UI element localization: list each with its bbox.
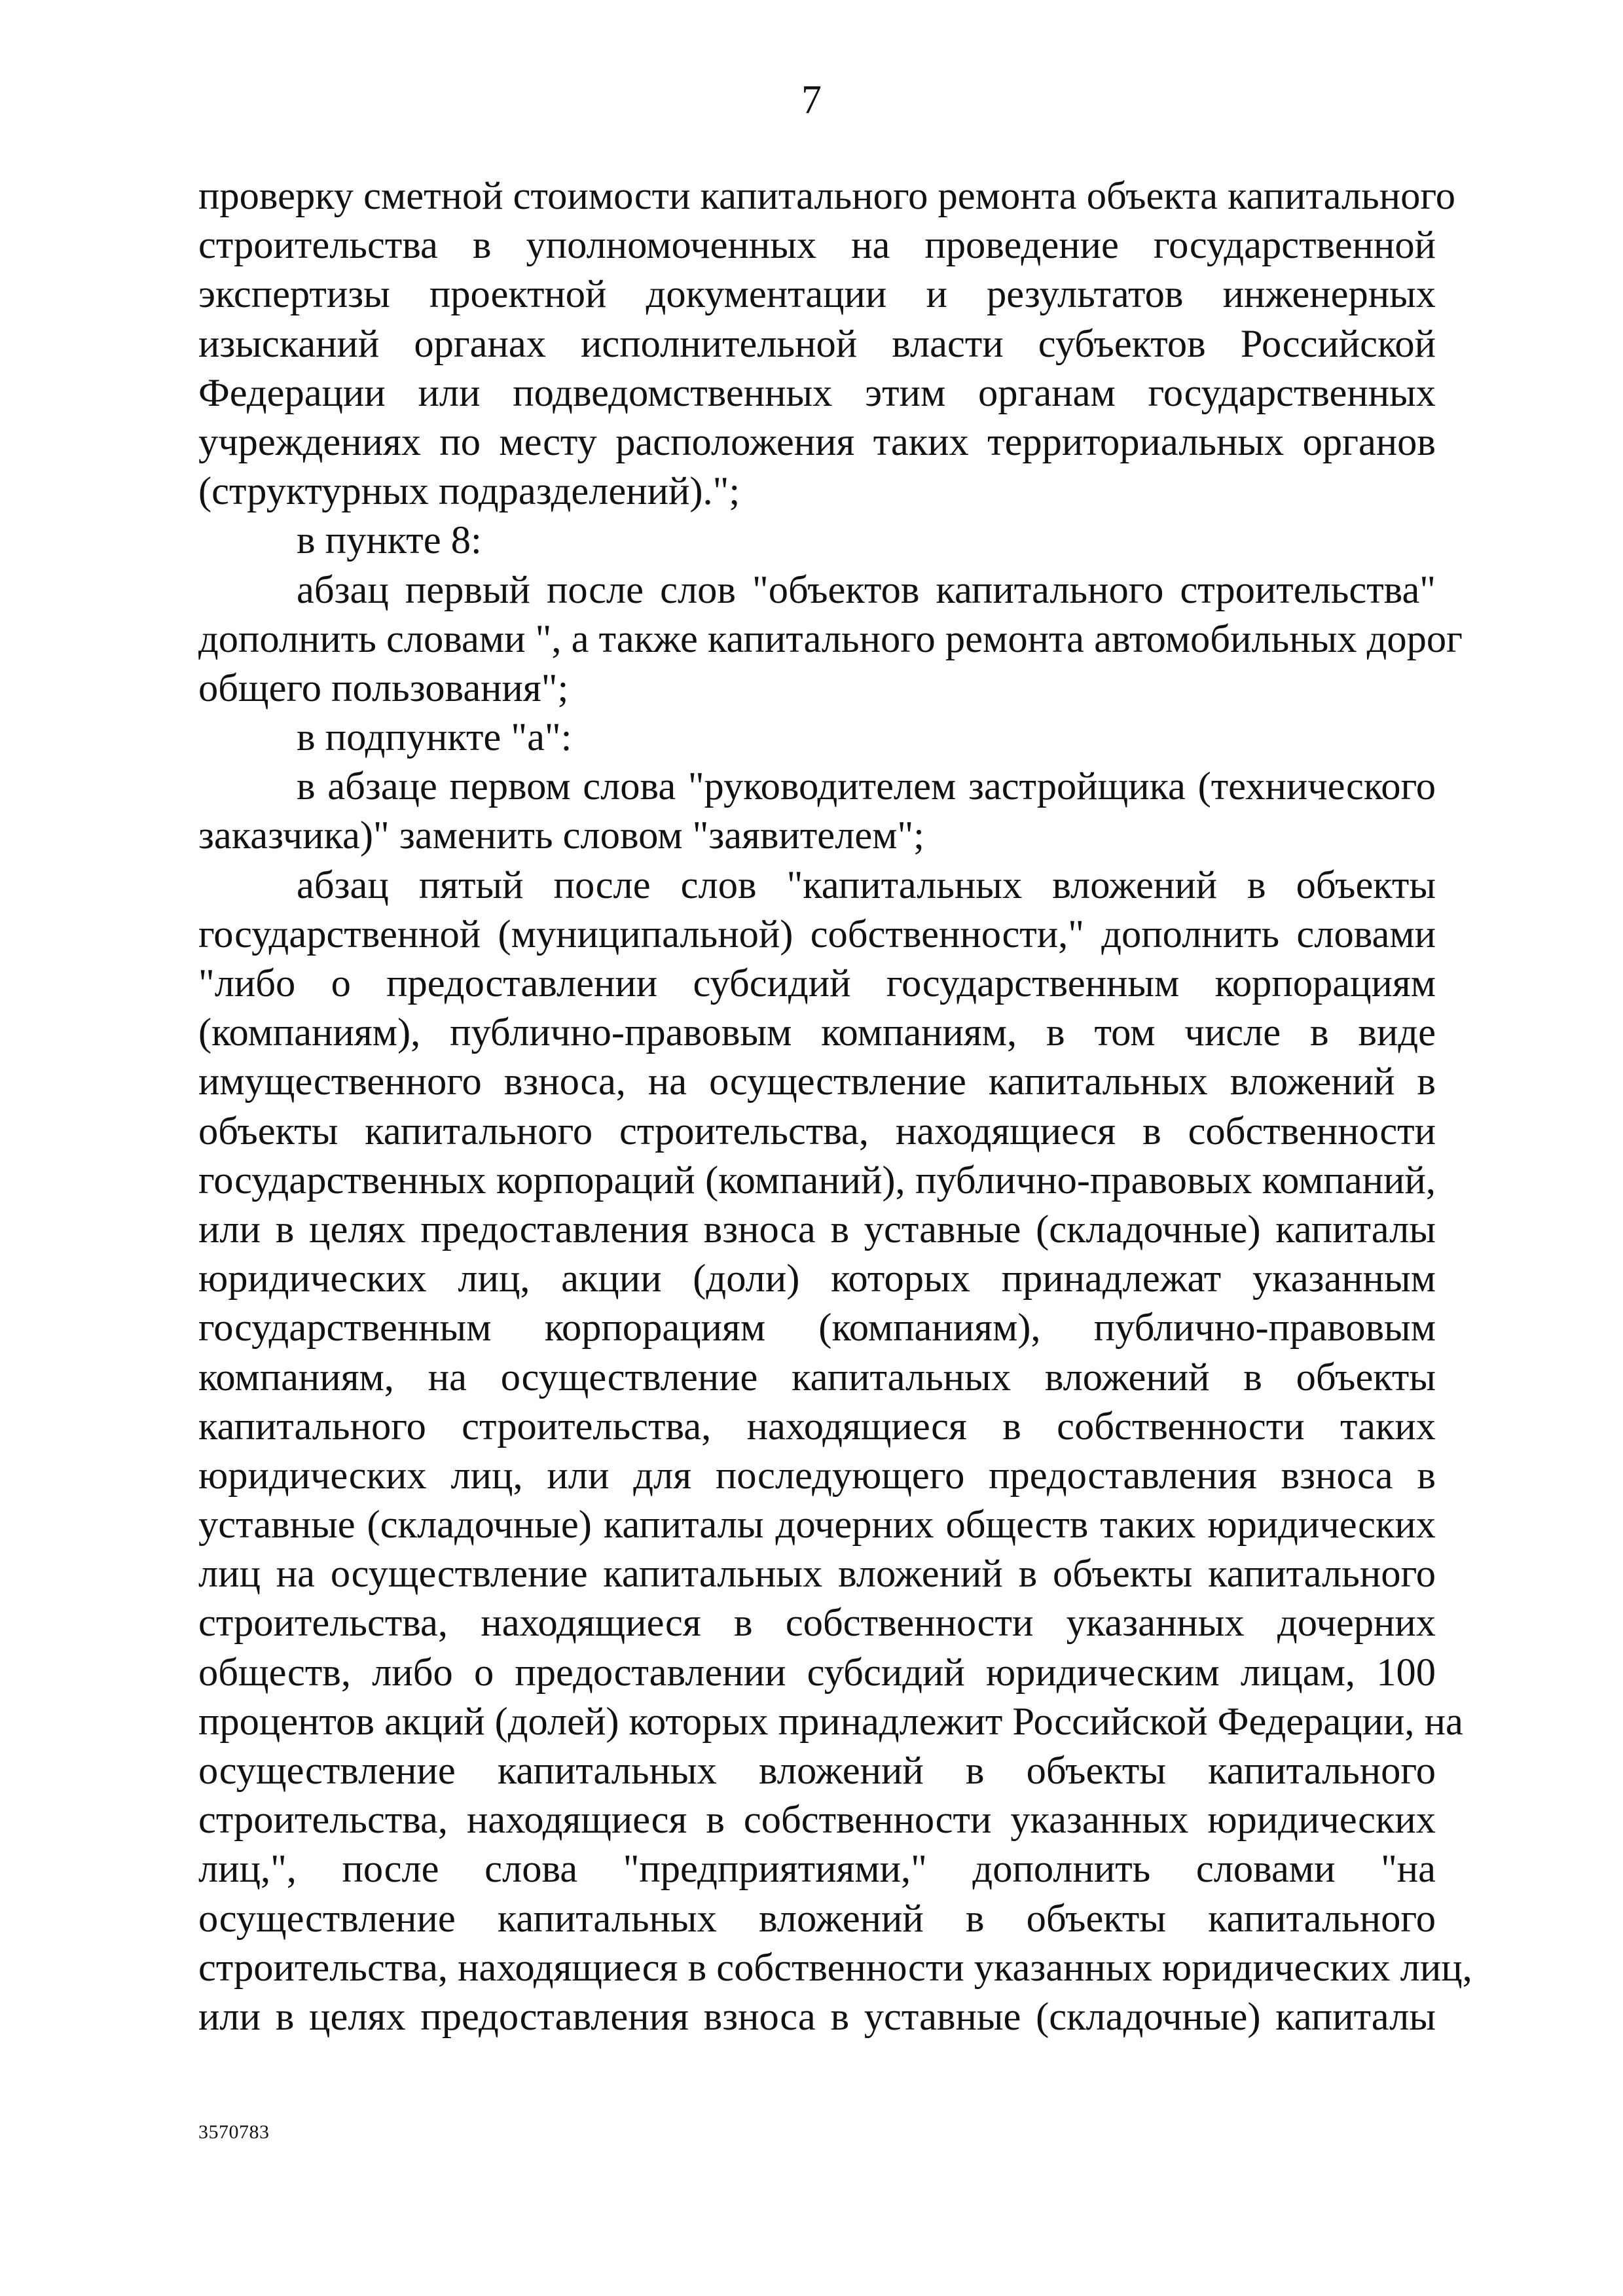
- text-line: в подпункте "а":: [297, 715, 572, 760]
- text-line: заказчика)" заменить словом "заявителем";: [198, 814, 924, 858]
- text-line: обществ, либо о предоставлении субсидий юридическим лицам, 100: [198, 1650, 1436, 1695]
- text-line: строительства, находящиеся в собственности указанных юридических: [198, 1798, 1436, 1842]
- text-line: учреждениях по месту расположения таких территориальных органов: [198, 420, 1436, 464]
- text-line: (компаниям), публично-правовым компаниям, в том числе в виде: [198, 1011, 1436, 1055]
- text-line: Федерации или подведомственных этим органам государственных: [198, 370, 1436, 415]
- text-line: осуществление капитальных вложений в объекты капитального: [198, 1896, 1436, 1941]
- text-line: юридических лиц, акции (доли) которых принадлежат указанным: [198, 1257, 1436, 1301]
- text-line: в абзаце первом слова "руководителем застройщика (технического: [297, 764, 1436, 809]
- text-line: экспертизы проектной документации и результатов инженерных: [198, 272, 1436, 317]
- text-line: (структурных подразделений).";: [198, 469, 740, 514]
- text-line: юридических лиц, или для последующего предоставления взноса в: [198, 1453, 1436, 1498]
- text-line: государственной (муниципальной) собственности," дополнить словами: [198, 912, 1436, 956]
- text-line: капитального строительства, находящиеся в собственности таких: [198, 1404, 1436, 1448]
- text-line: абзац пятый после слов "капитальных вложений в объекты: [297, 863, 1436, 907]
- text-line: объекты капитального строительства, находящиеся в собственности: [198, 1109, 1436, 1153]
- text-line: "либо о предоставлении субсидий государственным корпорациям: [198, 961, 1436, 1005]
- text-line: строительства в уполномоченных на проведение государственной: [198, 223, 1436, 268]
- text-line: уставные (складочные) капиталы дочерних обществ таких юридических: [198, 1503, 1436, 1547]
- text-line: или в целях предоставления взноса в уставные (складочные) капиталы: [198, 1994, 1436, 2039]
- text-line: или в целях предоставления взноса в уставные (складочные) капиталы: [198, 1207, 1436, 1251]
- text-line: в пункте 8:: [297, 518, 482, 563]
- text-line: государственных корпораций (компаний), публично-правовых компаний,: [198, 1158, 1436, 1202]
- text-line: процентов акций (долей) которых принадлежит Российской Федерации, на: [198, 1699, 1463, 1744]
- page-number: 7: [801, 78, 822, 122]
- text-line: лиц,", после слова "предприятиями," дополнить словами "на: [198, 1847, 1436, 1892]
- document-body: [198, 171, 1472, 2041]
- text-line: общего пользования";: [198, 666, 569, 710]
- text-line: имущественного взноса, на осуществление капитальных вложений в: [198, 1060, 1436, 1104]
- text-line: государственным корпорациям (компаниям), публично-правовым: [198, 1306, 1436, 1350]
- text-line: дополнить словами ", а также капитального ремонта автомобильных дорог: [198, 617, 1463, 661]
- text-line: изысканий органах исполнительной власти субъектов Российской: [198, 321, 1436, 366]
- text-line: абзац первый после слов "объектов капитального строительства": [297, 567, 1436, 612]
- text-line: строительства, находящиеся в собственности указанных юридических лиц,: [198, 1945, 1472, 1990]
- text-line: компаниям, на осуществление капитальных вложений в объекты: [198, 1355, 1436, 1399]
- text-line: лиц на осуществление капитальных вложений в объекты капитального: [198, 1552, 1436, 1596]
- text-line: проверку сметной стоимости капитального ремонта объекта капитального: [198, 174, 1455, 218]
- text-line: строительства, находящиеся в собственности указанных дочерних: [198, 1601, 1436, 1645]
- document-code: 3570783: [198, 2121, 270, 2143]
- text-line: осуществление капитальных вложений в объекты капитального: [198, 1749, 1436, 1793]
